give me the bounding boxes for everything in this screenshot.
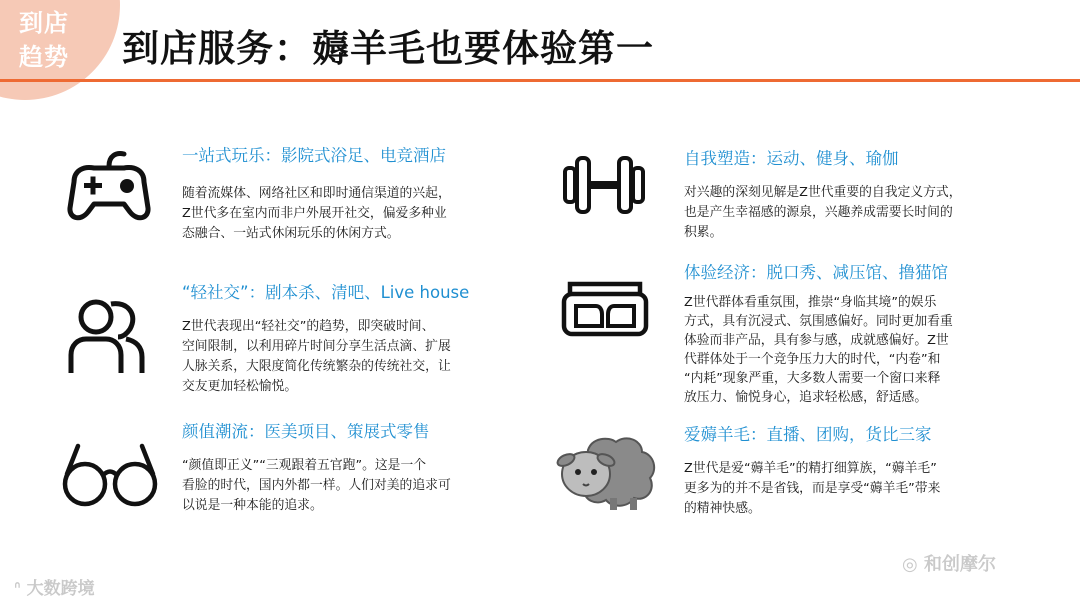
- people-icon: [66, 295, 146, 375]
- dumbbell-icon: [562, 152, 646, 218]
- body-line: 以说是一种本能的追求。: [182, 498, 323, 513]
- section-experience-economy: [684, 259, 1034, 407]
- section-heading: 自我塑造：运动、健身、瑜伽: [684, 149, 899, 168]
- body-line: 的精神快感。: [684, 501, 761, 516]
- section-body: [684, 183, 1034, 243]
- body-line: “内耗”现象严重，大多数人需要一个窗口来释: [684, 371, 941, 386]
- body-line: Z世代表现出“轻社交”的趋势，即突破时间、: [182, 319, 435, 334]
- body-line: 人脉关系，大限度简化传统繁杂的传统社交，让: [182, 359, 451, 374]
- section-heading: “轻社交”：剧本杀、清吧、Live house: [182, 283, 470, 302]
- body-line: 态融合、一站式休闲玩乐的休闲方式。: [182, 226, 400, 241]
- body-line: Z世代多在室内而非户外展开社交，偏爱多种业: [182, 206, 447, 221]
- title-divider: [0, 79, 1080, 82]
- section-body: [684, 293, 1034, 407]
- glasses-icon: [58, 440, 162, 510]
- body-line: 也是产生幸福感的源泉，兴趣养成需要长时间的: [684, 205, 953, 220]
- body-line: 更多为的并不是省钱，而是享受“薅羊毛”带来: [684, 481, 941, 496]
- corner-label: [8, 6, 80, 74]
- watermark-left-text: 大数跨境: [26, 579, 95, 599]
- section-body: [182, 456, 522, 516]
- gamepad-icon: [64, 148, 154, 224]
- section-self-shaping: [684, 145, 1034, 243]
- section-body: [182, 317, 522, 397]
- vr-headset-icon: [560, 278, 650, 338]
- section-heading: 颜值潮流：医美项目、策展式零售: [182, 422, 430, 441]
- section-light-social: [182, 279, 522, 397]
- section-body: [182, 184, 522, 244]
- body-line: 方式，具有沉浸式、氛围感偏好。同时更加看重: [684, 314, 953, 329]
- corner-label-line1: 到店: [19, 9, 69, 37]
- page-title: 到店服务：薅羊毛也要体验第一: [122, 27, 654, 70]
- watermark-right: [902, 550, 996, 576]
- body-line: 随着流媒体、网络社区和即时通信渠道的兴起，: [182, 186, 451, 201]
- body-line: Z世代群体看重氛围，推崇“身临其境”的娱乐: [684, 295, 937, 310]
- sheep-icon: [556, 430, 660, 514]
- watermark-logo-icon: ᐢ: [14, 579, 27, 599]
- body-line: 体验而非产品，具有参与感，成就感偏好。Z世: [684, 333, 949, 348]
- body-line: 交友更加轻松愉悦。: [182, 379, 298, 394]
- section-body: [684, 459, 1034, 519]
- section-appearance-trend: [182, 418, 522, 516]
- wechat-icon: ◎: [902, 554, 924, 575]
- body-line: 放压力、愉悦身心，追求轻松感，舒适感。: [684, 390, 928, 405]
- body-line: 看脸的时代，国内外都一样。人们对美的追求可: [182, 478, 451, 493]
- body-line: “颜值即正义”“三观跟着五官跑”。这是一个: [182, 458, 427, 473]
- watermark-right-text: 和创摩尔: [923, 554, 996, 575]
- section-bargain-hunting: [684, 421, 1034, 519]
- section-one-stop-fun: [182, 142, 522, 244]
- body-line: 对兴趣的深刻见解是Z世代重要的自我定义方式，: [684, 185, 962, 200]
- body-line: Z世代是爱“薅羊毛”的精打细算族，“薅羊毛”: [684, 461, 937, 476]
- section-heading: 爱薅羊毛：直播、团购，货比三家: [684, 425, 932, 444]
- body-line: 积累。: [684, 225, 723, 240]
- watermark-left: [14, 574, 95, 599]
- corner-label-line2: 趋势: [19, 43, 69, 71]
- section-heading: 一站式玩乐：影院式浴足、电竞酒店: [182, 146, 446, 165]
- section-heading: 体验经济：脱口秀、减压馆、撸猫馆: [684, 263, 948, 282]
- body-line: 空间限制，以利用碎片时间分享生活点滴、扩展: [182, 339, 451, 354]
- body-line: 代群体处于一个竞争压力大的时代，“内卷”和: [684, 352, 941, 367]
